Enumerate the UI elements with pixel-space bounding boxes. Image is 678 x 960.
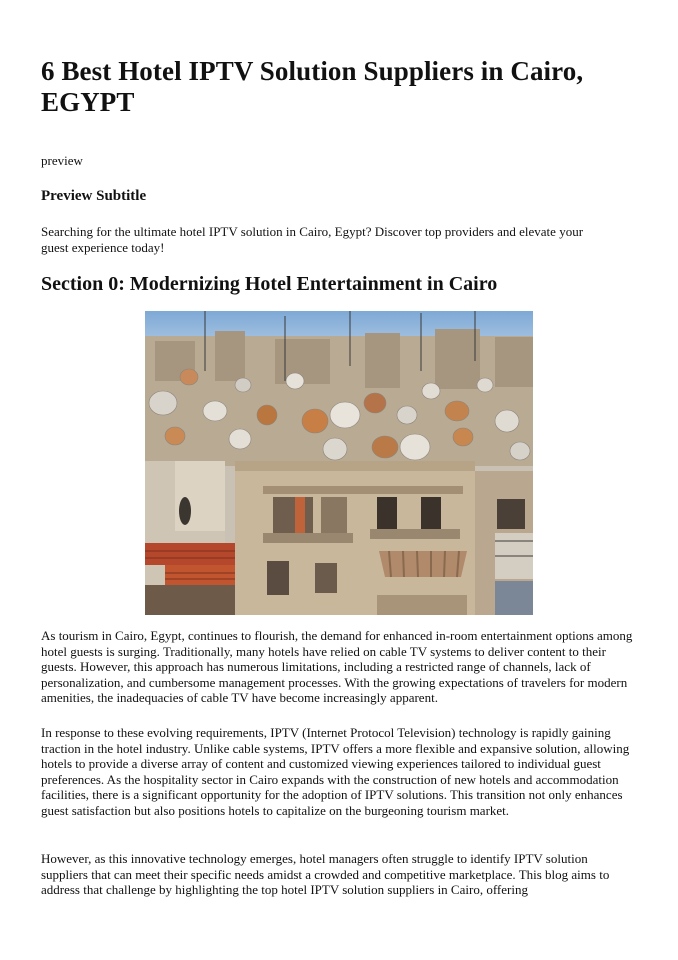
preview-label: preview — [41, 153, 83, 168]
article-title: 6 Best Hotel IPTV Solution Suppliers in Cairo, EGYPT — [41, 56, 584, 117]
intro-text: Searching for the ultimate hotel IPTV solution in Cairo, Egypt? Discover top providers and elevate your guest experience today! — [41, 224, 584, 255]
rooftops-satellite-dishes-image — [145, 311, 533, 615]
body-paragraph: As tourism in Cairo, Egypt, continues to flourish, the demand for enhanced in-room entertainment options among hotel guests is surging. Traditionally, many hotels have relied on cable TV systems to deliver content to their guests. However, this approach has numerous limitations, including a restricted range of channels, lack of personalization, and cumbersome management processes. With the growing expectations of travelers for modern amenities, the inadequacies of cable TV have become increasingly apparent. — [41, 628, 633, 705]
body-paragraph: However, as this innovative technology emerges, hotel managers often struggle to identify IPTV solution suppliers that can meet their specific needs amidst a crowded and competitive marketplace. This blog aims to address that challenge by highlighting the top hotel IPTV solution suppliers in Cairo, offering — [41, 851, 610, 897]
preview-subtitle: Preview Subtitle — [41, 188, 147, 204]
body-paragraph: In response to these evolving requirements, IPTV (Internet Protocol Television) technology is rapidly gaining traction in the hotel industry. Unlike cable systems, IPTV offers a more flexible and expansive solution, allowing hotels to provide a diverse array of content and customized viewing experiences tailored to individual guest preferences. As the hospitality sector in Cairo expands with the construction of new hotels and accommodation facilities, there is a significant opportunity for the adoption of IPTV solutions. This transition not only enhances guest satisfaction but also positions hotels to capitalize on the burgeoning tourism market. — [41, 725, 630, 818]
section-heading: Section 0: Modernizing Hotel Entertainment in Cairo — [41, 273, 498, 295]
